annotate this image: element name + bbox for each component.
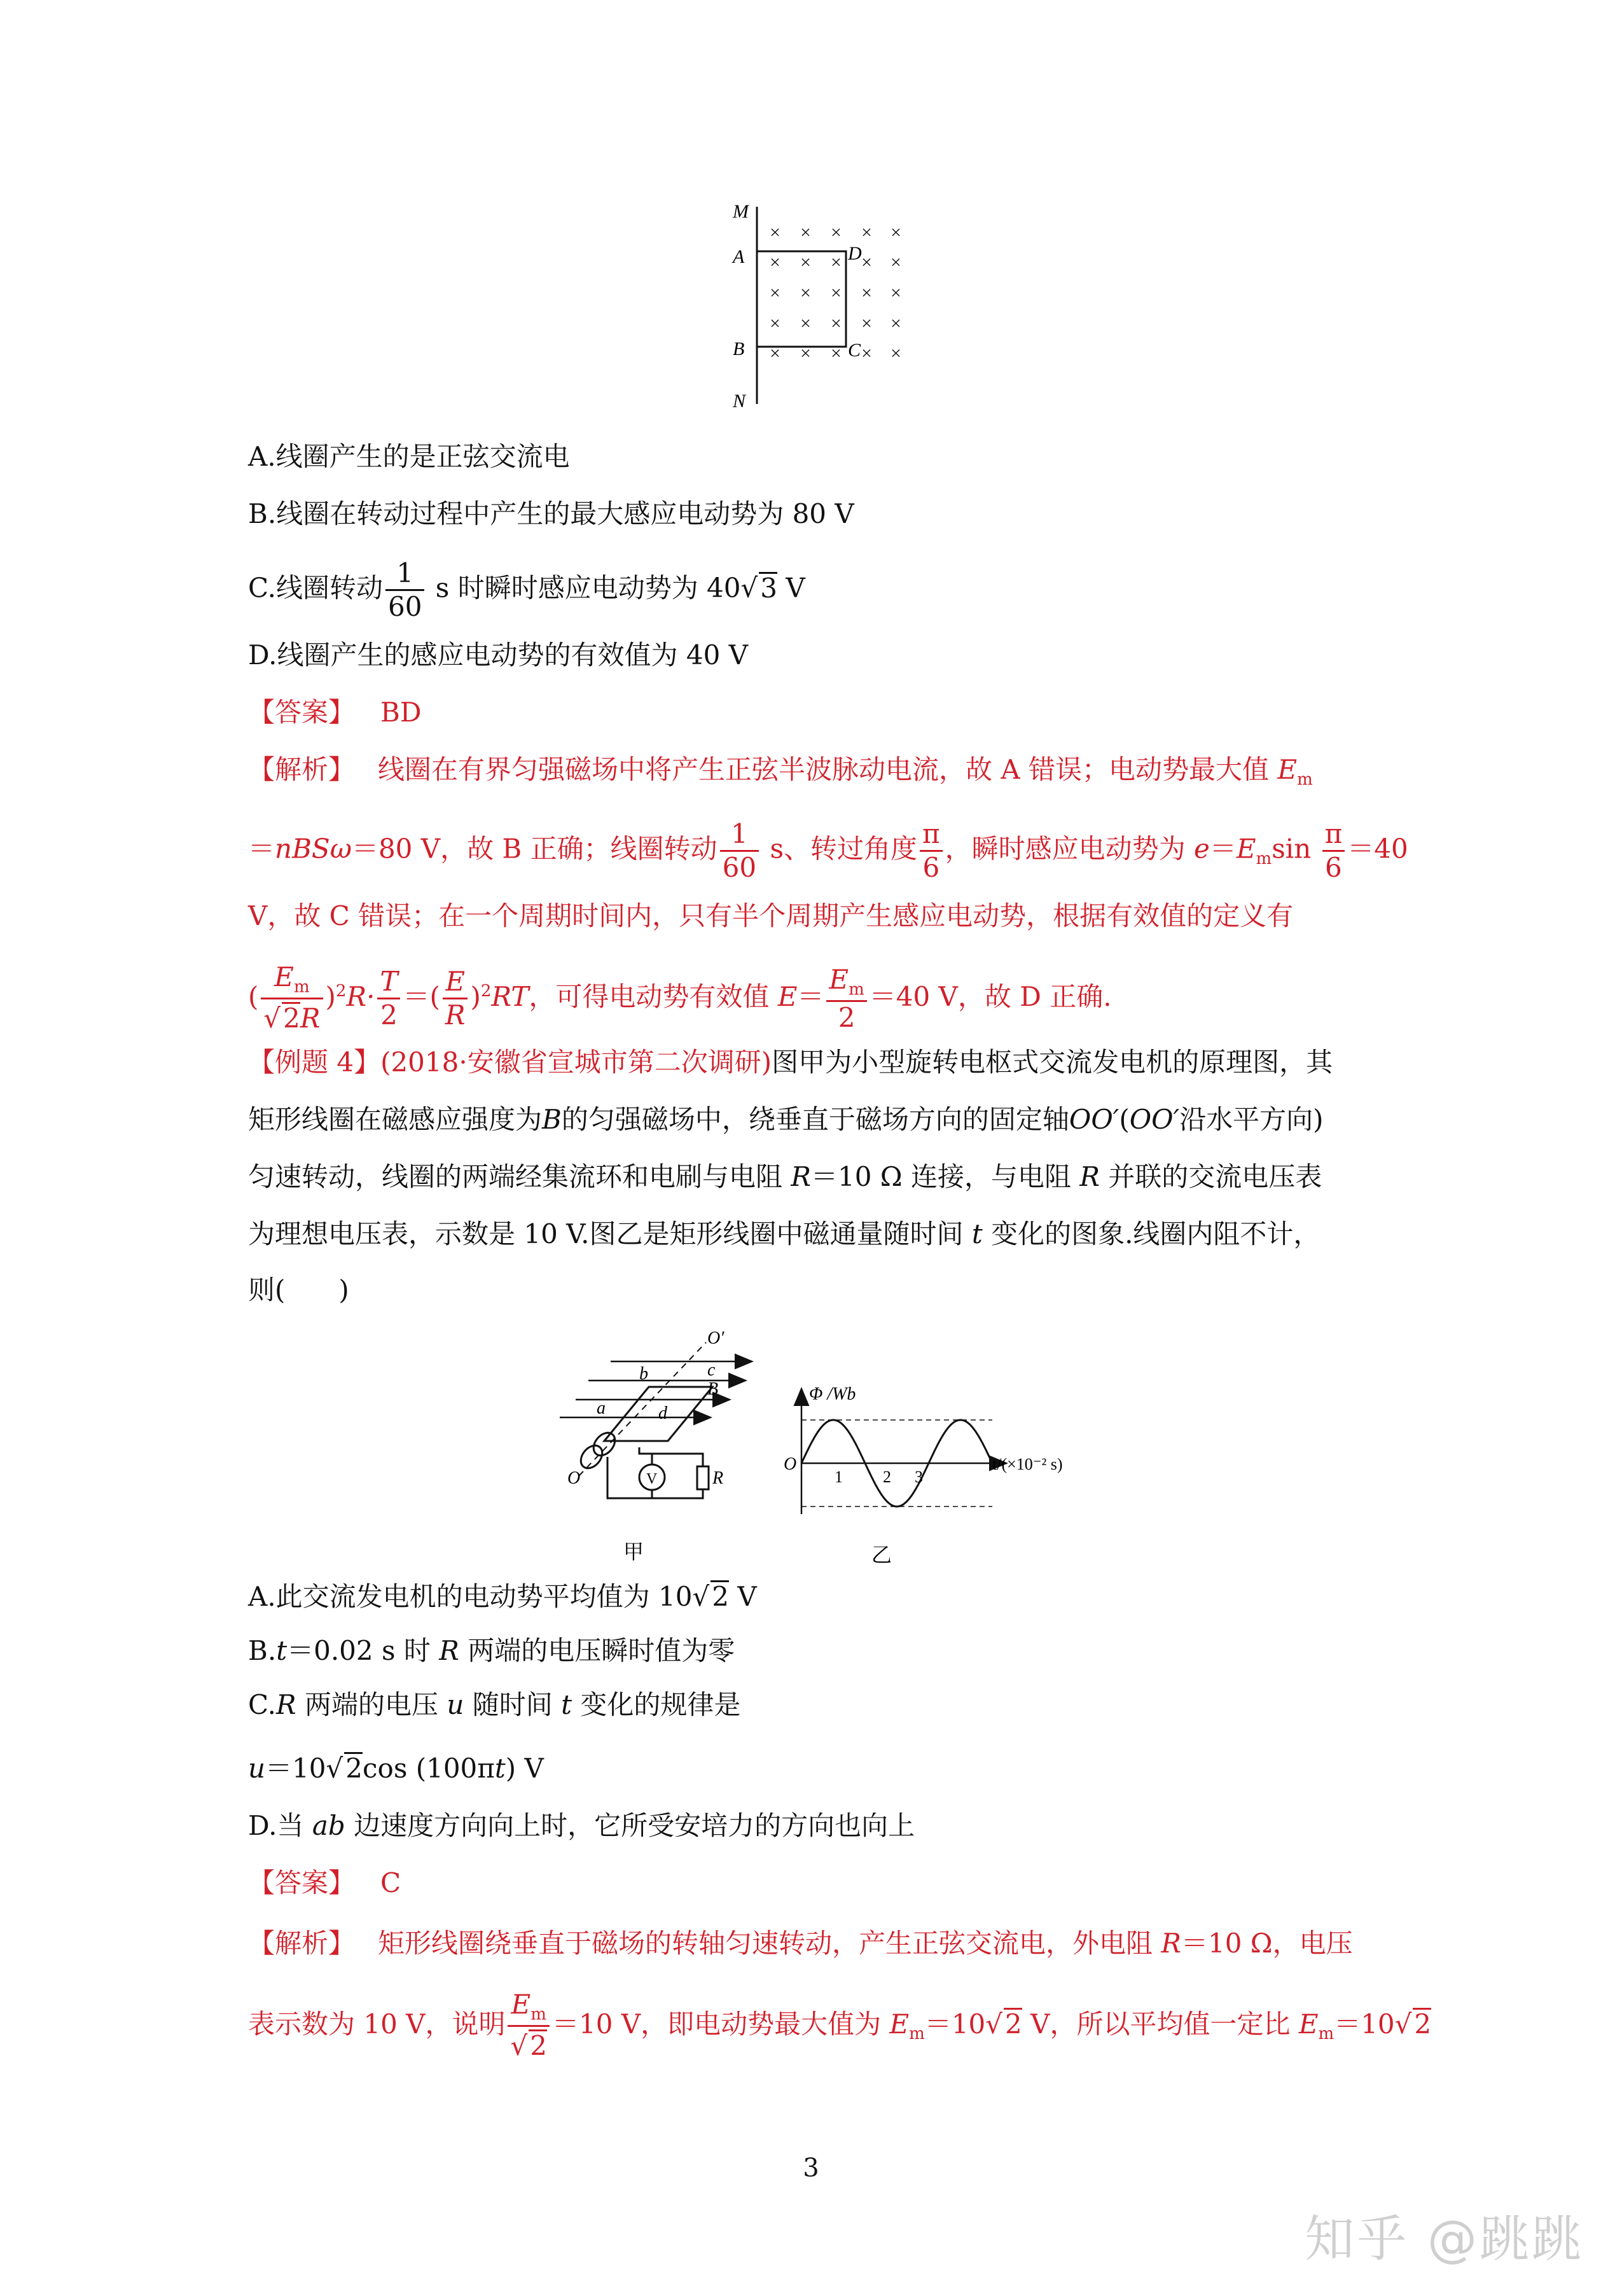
field-cross: ×	[861, 222, 872, 243]
t: D.当	[248, 1810, 312, 1841]
t: 矩形线圈绕垂直于磁场的转轴匀速转动，产生正弦交流电，外电阻	[378, 1928, 1161, 1959]
t: nBSω	[275, 833, 352, 865]
q4-option-a: A.此交流发电机的电动势平均值为 10√2 V	[248, 1581, 757, 1612]
field-cross: ×	[800, 343, 811, 364]
analysis-label: 【解析】	[248, 1928, 356, 1959]
q4-option-c	[248, 1686, 740, 1724]
num: π	[920, 821, 943, 852]
t: T	[377, 968, 400, 999]
t: u	[248, 1753, 266, 1784]
text: 线圈在有界匀强磁场中将产生正弦半波脉动电流，故 A 错误；电动势最大值	[378, 754, 1278, 785]
t: 变化的图象.线圈内阻不计，	[982, 1218, 1320, 1249]
t: 2	[1414, 2008, 1432, 2040]
t: B.	[248, 1635, 277, 1666]
example4-line5: 则( )	[248, 1274, 349, 1305]
den: 6	[922, 852, 940, 883]
t: 的匀强磁场中，绕垂直于磁场方向的固定轴	[561, 1104, 1069, 1135]
q4-option-b	[248, 1632, 735, 1670]
q3-option-d: D.线圈产生的感应电动势的有效值为 40 V	[248, 639, 749, 671]
fraction: $\frac{E_m}{√2}$	[508, 1991, 550, 2061]
analysis-label: 【解析】	[248, 754, 356, 785]
label-a: a	[597, 1398, 606, 1418]
t: ＝40	[1347, 833, 1408, 865]
q4-analysis-line2: 表示数为 10 V，说明 $\frac{E_m}{√2}$ ＝10 V，即电动势最大值为 $E_m=10√2$ V，所以平均值一定比 $E_m=10√2$	[248, 1989, 1432, 2062]
t: 2	[380, 999, 398, 1031]
t: E	[777, 980, 798, 1012]
q3-analysis-line3: V，故 C 错误；在一个周期时间内，只有半个周期产生感应电动势，根据有效值的定义有	[248, 900, 1294, 931]
label-C: C	[848, 340, 861, 361]
figure-generator	[541, 1330, 782, 1571]
label-b: b	[639, 1364, 648, 1384]
tick-2: 2	[883, 1468, 891, 1486]
t: 为理想电压表，示数是 10 V.图乙是矩形线圈中磁通量随时间	[248, 1218, 972, 1249]
label-V: V	[646, 1471, 658, 1487]
field-cross: ×	[770, 252, 780, 273]
field-cross: ×	[861, 313, 872, 334]
label-M: M	[733, 201, 749, 222]
fraction	[826, 963, 866, 1034]
t: t	[561, 1689, 572, 1720]
t: s、转过角度	[761, 833, 918, 865]
t: R	[1079, 1161, 1100, 1192]
example4-line4	[248, 1215, 1320, 1253]
field-cross: ×	[800, 252, 811, 273]
field-cross: ×	[891, 252, 901, 273]
fraction	[1322, 818, 1345, 883]
t: R	[445, 999, 466, 1031]
t: 2	[480, 981, 492, 1001]
field-cross: ×	[831, 282, 842, 303]
label-D: D	[848, 243, 862, 264]
fraction	[377, 968, 400, 1029]
t: E	[829, 963, 849, 995]
t: B	[542, 1104, 562, 1135]
t: m	[849, 979, 864, 999]
t: ＝80 V，故 B 正确；线圈转动	[351, 833, 717, 865]
t: V，所以平均值一定比	[1022, 2008, 1299, 2040]
fraction	[443, 968, 468, 1029]
t: t	[276, 1635, 288, 1666]
t: ＝	[1209, 833, 1237, 865]
label-A: A	[733, 246, 745, 267]
q4-option-d	[248, 1807, 915, 1845]
t: 2	[283, 1003, 300, 1034]
caption-yi: 乙	[871, 1543, 892, 1566]
root: 3	[760, 572, 778, 604]
t: 边速度方向向上时，它所受安培力的方向也向上	[345, 1810, 915, 1841]
text: V	[777, 572, 805, 604]
t: 2	[335, 981, 347, 1001]
t: R	[1161, 1928, 1181, 1959]
t: ＝10	[1334, 2008, 1395, 2040]
t: R	[439, 1635, 459, 1666]
field-cross: ×	[831, 343, 842, 364]
page-number: 3	[803, 2153, 819, 2183]
num: 1	[385, 560, 424, 591]
label-O-prime: O′	[707, 1330, 724, 1348]
field-cross: ×	[770, 222, 780, 243]
t: C.	[248, 1689, 276, 1720]
t: ＝(	[403, 980, 440, 1012]
figure-flux-graph	[776, 1381, 1107, 1571]
q3-option-c: C.线圈转动 $\frac{1}{60}$ s 时瞬时感应电动势为 40√3 V	[248, 557, 805, 622]
fraction: $\frac{E_m}{√2R}$	[261, 964, 322, 1034]
label-d: d	[658, 1403, 667, 1423]
label-B: B	[733, 338, 745, 359]
t: )	[325, 980, 336, 1012]
t: ＝	[797, 980, 824, 1012]
text: C.线圈转动	[248, 572, 383, 604]
q4-answer	[248, 1864, 401, 1902]
field-cross: ×	[861, 282, 872, 303]
q3-answer	[248, 693, 422, 732]
example4-line2	[248, 1101, 1324, 1139]
t: m	[909, 2024, 925, 2044]
t: ＝	[248, 833, 275, 865]
t: e	[1193, 833, 1210, 865]
t: ＝10	[924, 2008, 986, 2040]
q3-option-b: B.线圈在转动过程中产生的最大感应电动势为 80 V	[248, 498, 854, 529]
field-cross: ×	[861, 343, 872, 364]
t: E	[1236, 833, 1256, 865]
t: R	[276, 1689, 296, 1720]
fraction	[920, 818, 943, 883]
field-cross: ×	[891, 222, 901, 243]
t: 表示数为 10 V，说明	[248, 2008, 506, 2040]
t: m	[530, 2005, 546, 2024]
t: 沿水平方向)	[1179, 1104, 1324, 1135]
t: ，可得电动势有效值	[529, 980, 778, 1012]
t: E	[511, 1989, 531, 2020]
t: m	[1318, 2024, 1334, 2044]
q3-analysis-line1	[248, 751, 1313, 798]
t: ＝10 V，即电动势最大值为	[551, 2008, 890, 2040]
t: E	[889, 2008, 910, 2040]
fraction	[385, 557, 424, 622]
answer-label: 【答案】	[248, 1867, 356, 1898]
t: OO′	[1129, 1104, 1180, 1135]
t: ＝0.02 s 时	[287, 1635, 440, 1666]
example-label: 【例题 4】	[248, 1047, 381, 1078]
t: ＝10 Ω 连接，与电阻	[810, 1161, 1080, 1192]
xlabel: t/(×10⁻² s)	[992, 1455, 1063, 1473]
t: (	[1119, 1104, 1130, 1135]
t: ab	[312, 1810, 345, 1841]
t: 随时间	[464, 1689, 562, 1720]
label-B-field: B	[707, 1379, 719, 1399]
field-cross: ×	[770, 313, 780, 334]
field-cross: ×	[891, 313, 901, 334]
num: π	[1322, 821, 1345, 852]
t: 矩形线圈在磁感应强度为	[248, 1104, 543, 1135]
label-O: O	[567, 1468, 581, 1488]
t: RT	[491, 980, 529, 1012]
origin: O	[784, 1454, 797, 1474]
den: 60	[722, 852, 757, 883]
t: t	[494, 1753, 506, 1784]
field-cross: ×	[800, 313, 811, 334]
t: E	[1298, 2008, 1319, 2040]
t: E	[274, 961, 294, 992]
t: 并联的交流电压表	[1099, 1161, 1322, 1192]
t: A.此交流发电机的电动势平均值为 10	[248, 1581, 693, 1612]
t: ＝10	[265, 1753, 326, 1784]
t: cos (100π	[363, 1753, 495, 1784]
label-R: R	[712, 1468, 724, 1488]
t: ＝40 V，故 D 正确.	[869, 980, 1112, 1012]
tick-3: 3	[915, 1468, 923, 1486]
label-N: N	[733, 391, 746, 412]
q4-option-c-formula: u＝10√2cos (100πt) V	[248, 1753, 544, 1784]
t: OO′	[1069, 1104, 1119, 1135]
den: 60	[388, 591, 422, 622]
label-c: c	[707, 1360, 716, 1380]
answer-value: BD	[380, 697, 422, 728]
var: E	[1277, 754, 1298, 785]
t: R	[791, 1161, 811, 1192]
q3-analysis-line2	[248, 818, 1408, 883]
caption-jia: 甲	[623, 1540, 644, 1563]
t: sin	[1272, 833, 1320, 865]
t: m	[1256, 849, 1272, 868]
t: V	[728, 1581, 757, 1612]
example4-line1	[248, 1043, 1333, 1082]
field-cross: ×	[770, 343, 780, 364]
text: s 时瞬时感应电动势为 40	[427, 572, 741, 604]
t: 两端的电压瞬时值为零	[459, 1635, 735, 1666]
t: R	[300, 1003, 321, 1034]
den: 6	[1325, 852, 1342, 883]
field-cross: ×	[831, 313, 842, 334]
field-cross: ×	[800, 222, 811, 243]
t: ，瞬时感应电动势为	[945, 833, 1194, 865]
t: u	[447, 1689, 464, 1720]
field-cross: ×	[861, 252, 872, 273]
t: t	[971, 1218, 983, 1249]
example4-line3	[248, 1158, 1322, 1196]
figure-coil-field	[719, 191, 922, 420]
t: E	[443, 968, 468, 999]
t: 2	[530, 2030, 547, 2062]
answer-value: C	[380, 1867, 401, 1898]
t: 匀速转动，线圈的两端经集流环和电刷与电阻	[248, 1161, 791, 1192]
field-cross: ×	[891, 343, 901, 364]
t: 2	[345, 1753, 363, 1784]
q3-analysis-line4	[248, 961, 1112, 1034]
t: 变化的规律是	[571, 1689, 741, 1720]
t: 2	[838, 1002, 856, 1034]
t: 图甲为小型旋转电枢式交流发电机的原理图，其	[772, 1047, 1333, 1078]
num: 1	[720, 821, 759, 852]
sub: m	[1297, 770, 1313, 790]
t: 2	[1005, 2008, 1022, 2040]
q4-analysis-line1	[248, 1924, 1353, 1963]
field-cross: ×	[770, 282, 780, 303]
watermark: 知乎 @跳跳	[1305, 2211, 1584, 2268]
t: ) V	[505, 1753, 544, 1784]
example-source: (2018·安徽省宣城市第二次调研)	[380, 1047, 772, 1078]
t: 2	[712, 1581, 729, 1612]
tick-1: 1	[835, 1468, 843, 1486]
field-cross: ×	[831, 252, 842, 273]
t: (	[248, 980, 259, 1012]
t: m	[293, 977, 310, 997]
t: ＝10 Ω，电压	[1181, 1928, 1353, 1959]
field-cross: ×	[831, 222, 842, 243]
t: 两端的电压	[296, 1689, 447, 1720]
answer-label: 【答案】	[248, 697, 356, 728]
q3-option-a: A.线圈产生的是正弦交流电	[248, 441, 570, 472]
fraction	[720, 818, 759, 883]
field-cross: ×	[800, 282, 811, 303]
t: )	[470, 980, 481, 1012]
t: R·	[346, 980, 375, 1012]
field-cross: ×	[891, 282, 901, 303]
ylabel: Φ /Wb	[809, 1384, 856, 1404]
